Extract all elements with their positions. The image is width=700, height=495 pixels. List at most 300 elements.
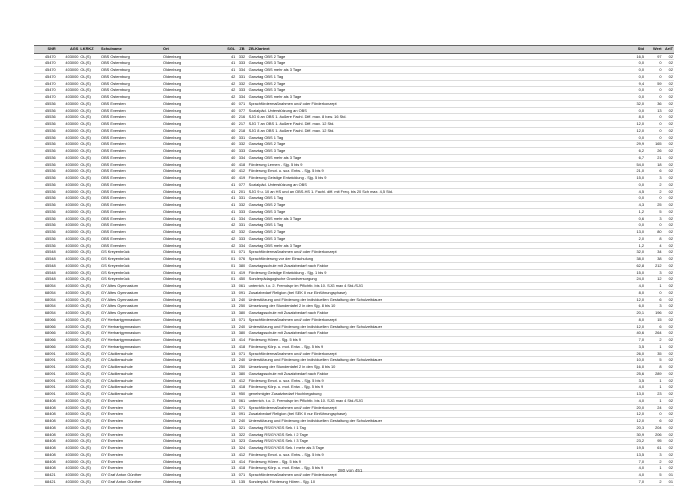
table-row xyxy=(34,67,674,74)
table-cell: 42 xyxy=(224,94,236,101)
table-cell: 12,0 xyxy=(623,323,645,330)
table-cell: Ganztag OBS 2 Tage xyxy=(248,202,624,209)
table-cell: OL(S) xyxy=(79,94,100,101)
table-cell: 02 xyxy=(663,269,674,276)
table-cell: Oldenburg xyxy=(162,148,224,155)
table-cell: 204 xyxy=(645,424,663,431)
table-cell: 0,0 xyxy=(623,195,645,202)
school-allocation-table xyxy=(34,45,674,486)
table-cell: 13 xyxy=(224,350,236,357)
table-cell: 333 xyxy=(236,208,247,215)
table-cell: OBS Eversten xyxy=(100,127,162,134)
table-cell: 02 xyxy=(663,195,674,202)
table-cell: 4,0 xyxy=(623,397,645,404)
table-cell: Ganztag OBS 2 Tage xyxy=(248,80,624,87)
table-cell: 68054 xyxy=(34,289,57,296)
table-cell: 403000 xyxy=(57,377,80,384)
table-cell: 02 xyxy=(663,431,674,438)
table-row xyxy=(34,350,674,357)
table-cell: 18 xyxy=(645,161,663,168)
table-cell: 02 xyxy=(663,134,674,141)
table-cell: 02 xyxy=(663,188,674,195)
table-cell: 403000 xyxy=(57,175,80,182)
table-cell: OL(S) xyxy=(79,438,100,445)
table-cell: 02 xyxy=(663,411,674,418)
table-cell: 41 xyxy=(224,195,236,202)
table-cell: 40 xyxy=(224,175,236,182)
table-cell: 02 xyxy=(663,438,674,445)
table-cell: OBS Eversten xyxy=(100,188,162,195)
table-cell: 321 xyxy=(236,424,247,431)
table-cell: 0 xyxy=(645,60,663,67)
table-row xyxy=(34,418,674,425)
table-cell: 02 xyxy=(663,141,674,148)
table-row xyxy=(34,384,674,391)
table-cell: 12,0 xyxy=(623,418,645,425)
table-row xyxy=(34,451,674,458)
table-cell: 0 xyxy=(645,127,663,134)
table-row xyxy=(34,404,674,411)
table-cell: 02 xyxy=(663,465,674,472)
table-cell: 02 xyxy=(663,154,674,161)
table-cell: GY Eversten xyxy=(100,438,162,445)
table-cell: 68091 xyxy=(34,377,57,384)
table-cell: 403000 xyxy=(57,357,80,364)
table-cell: OL(S) xyxy=(79,384,100,391)
table-row xyxy=(34,478,674,485)
table-cell: 212 xyxy=(645,262,663,269)
table-cell: 13 xyxy=(224,391,236,398)
table-cell: OL(S) xyxy=(79,208,100,215)
table-cell: OBS Eversten xyxy=(100,208,162,215)
table-cell: 02 xyxy=(663,451,674,458)
table-cell: 071 xyxy=(236,404,247,411)
table-cell: 3,5 xyxy=(623,377,645,384)
table-cell: 19,5 xyxy=(623,445,645,452)
table-cell: 45536 xyxy=(34,134,57,141)
table-cell: 0,0 xyxy=(623,107,645,114)
table-cell: Ganztag RS/GY/IGS Sek. I 1 Tag xyxy=(248,424,624,431)
table-cell: OL(S) xyxy=(79,445,100,452)
table-cell: 4 xyxy=(645,242,663,249)
table-cell: 02 xyxy=(663,80,674,87)
table-cell: Oldenburg xyxy=(162,364,224,371)
table-cell: 68091 xyxy=(34,350,57,357)
table-cell: Ganztagsschule mit Zusatzbedarf nach Faktor xyxy=(248,330,624,337)
table-cell: OBS Eversten xyxy=(100,141,162,148)
table-cell: 02 xyxy=(663,256,674,263)
table-cell: SJG 8 an OBS 1. äußere Fachl. Diff. max. 12 Std. xyxy=(248,127,624,134)
table-cell: 403000 xyxy=(57,67,80,74)
table-cell: 403000 xyxy=(57,472,80,479)
table-cell: OL(S) xyxy=(79,175,100,182)
table-cell: 20,3 xyxy=(623,424,645,431)
table-cell: 13,0 xyxy=(623,229,645,236)
table-cell: OBS Eversten xyxy=(100,100,162,107)
table-cell: 4,3 xyxy=(623,202,645,209)
table-cell: Oldenburg xyxy=(162,404,224,411)
table-cell: 403000 xyxy=(57,370,80,377)
table-cell: 02 xyxy=(663,303,674,310)
table-cell: Oldenburg xyxy=(162,465,224,472)
table-cell: 45536 xyxy=(34,195,57,202)
table-cell: 077 xyxy=(236,181,247,188)
table-cell: 332 xyxy=(236,53,247,60)
table-cell: 40 xyxy=(224,148,236,155)
table-cell: Ganztag OBS 2 Tage xyxy=(248,141,624,148)
table-cell: 68408 xyxy=(34,445,57,452)
table-cell: 13 xyxy=(224,451,236,458)
table-cell: 403000 xyxy=(57,276,80,283)
table-cell: 332 xyxy=(236,80,247,87)
table-cell: Förderung Körp. u. mot. Entw. - Sjg. 5 bis 9 xyxy=(248,343,624,350)
table-cell: 403000 xyxy=(57,350,80,357)
table-cell: 403000 xyxy=(57,215,80,222)
table-cell: Förderung Emot. u. soz. Entw. - Sjg. 5 bis 9 xyxy=(248,451,624,458)
table-cell: 45470 xyxy=(34,53,57,60)
table-cell: 403000 xyxy=(57,53,80,60)
table-cell: Oldenburg xyxy=(162,175,224,182)
table-cell: Ganztag OBS 3 Tage xyxy=(248,60,624,67)
table-cell: 45470 xyxy=(34,87,57,94)
table-cell: 26 xyxy=(645,148,663,155)
table-cell: 13 xyxy=(224,404,236,411)
table-cell: Förderung Emot. u. soz. Entw. - Sjg. 5 bis 9 xyxy=(248,168,624,175)
table-cell: 8,0 xyxy=(623,316,645,323)
table-cell: 403000 xyxy=(57,445,80,452)
table-cell: OBS Eversten xyxy=(100,235,162,242)
table-cell: GY Altes Gymnasium xyxy=(100,310,162,317)
table-cell: 403000 xyxy=(57,168,80,175)
table-cell: 32,0 xyxy=(623,100,645,107)
table-cell: 5 xyxy=(645,357,663,364)
table-cell: 2,0 xyxy=(623,235,645,242)
table-cell: 0 xyxy=(645,411,663,418)
table-cell: GY Eversten xyxy=(100,465,162,472)
table-cell: 403000 xyxy=(57,154,80,161)
table-cell: 61 xyxy=(645,445,663,452)
table-cell: 250 xyxy=(236,303,247,310)
table-cell: 02 xyxy=(663,364,674,371)
table-cell: 403000 xyxy=(57,316,80,323)
table-cell: OBS Eversten xyxy=(100,114,162,121)
table-cell: 42 xyxy=(224,73,236,80)
table-cell: 29,9 xyxy=(623,141,645,148)
table-cell: OL(S) xyxy=(79,357,100,364)
table-row xyxy=(34,229,674,236)
table-cell: 02 xyxy=(663,53,674,60)
table-cell: OL(S) xyxy=(79,256,100,263)
table-row xyxy=(34,168,674,175)
table-cell: Förderung Hören - Sjg. 5 bis 9 xyxy=(248,458,624,465)
table-cell: OL(S) xyxy=(79,478,100,485)
table-cell: 6 xyxy=(645,323,663,330)
table-cell: 40 xyxy=(224,154,236,161)
table-cell: Ganztag OBS 3 Tage xyxy=(248,235,624,242)
table-cell: Oldenburg xyxy=(162,80,224,87)
table-cell: 331 xyxy=(236,134,247,141)
table-cell: OBS Eversten xyxy=(100,175,162,182)
table-cell: Oldenburg xyxy=(162,323,224,330)
table-cell: 45536 xyxy=(34,202,57,209)
table-cell: GY Cäcilienschule xyxy=(100,391,162,398)
table-cell: 23 xyxy=(645,391,663,398)
table-cell: 412 xyxy=(236,451,247,458)
table-cell: Förderung Hören - Sjg. 5 bis 9 xyxy=(248,337,624,344)
table-cell: 02 xyxy=(663,310,674,317)
table-cell: 02 xyxy=(663,424,674,431)
table-cell: 403000 xyxy=(57,404,80,411)
table-cell: GY Eversten xyxy=(100,411,162,418)
table-row xyxy=(34,134,674,141)
table-cell: 240 xyxy=(236,357,247,364)
table-cell: GY Altes Gymnasium xyxy=(100,289,162,296)
table-cell: 323 xyxy=(236,438,247,445)
table-cell: 02 xyxy=(663,175,674,182)
table-cell: 403000 xyxy=(57,60,80,67)
table-cell: 41 xyxy=(224,181,236,188)
table-row xyxy=(34,154,674,161)
table-cell: 412 xyxy=(236,168,247,175)
table-cell: 4,0 xyxy=(623,384,645,391)
column-header: Schulname xyxy=(100,46,162,54)
table-cell: Oldenburg xyxy=(162,107,224,114)
table-cell: 165 xyxy=(645,141,663,148)
table-cell: Oldenburg xyxy=(162,181,224,188)
table-cell: 26,0 xyxy=(623,350,645,357)
table-cell: Oldenburg xyxy=(162,431,224,438)
table-cell: 45548 xyxy=(34,276,57,283)
table-cell: 41 xyxy=(224,202,236,209)
table-cell: Oldenburg xyxy=(162,438,224,445)
table-cell: 02 xyxy=(663,323,674,330)
table-cell: 02 xyxy=(663,458,674,465)
table-cell: 403000 xyxy=(57,249,80,256)
table-cell: 0,0 xyxy=(623,73,645,80)
table-cell: 13 xyxy=(224,478,236,485)
table-cell: 40 xyxy=(224,121,236,128)
table-cell: Oldenburg xyxy=(162,73,224,80)
table-cell: Ganztag RS/GY/IGS Sek. I 2 Tage xyxy=(248,431,624,438)
table-cell: 45536 xyxy=(34,127,57,134)
table-cell: 0 xyxy=(645,195,663,202)
table-cell: 217 xyxy=(236,121,247,128)
table-cell: 6 xyxy=(645,168,663,175)
table-row xyxy=(34,364,674,371)
table-cell: 331 xyxy=(236,222,247,229)
table-row xyxy=(34,330,674,337)
table-row xyxy=(34,370,674,377)
table-cell: OL(S) xyxy=(79,154,100,161)
table-cell: Sprachfördermaßnahmen und/ oder Förderkonzept xyxy=(248,350,624,357)
table-cell: OL(S) xyxy=(79,262,100,269)
table-row xyxy=(34,53,674,60)
table-cell: 403000 xyxy=(57,134,80,141)
table-cell: 0 xyxy=(645,114,663,121)
table-cell: 380 xyxy=(236,262,247,269)
table-cell: 4,5 xyxy=(623,188,645,195)
table-cell: 02 xyxy=(663,127,674,134)
table-cell: 2 xyxy=(645,478,663,485)
column-header: LKRKZ xyxy=(79,46,100,54)
table-cell: 68408 xyxy=(34,418,57,425)
table-cell: 21 xyxy=(645,154,663,161)
table-cell: 403000 xyxy=(57,303,80,310)
column-header: Std xyxy=(623,46,645,54)
table-cell: 13 xyxy=(224,431,236,438)
table-cell: 1 xyxy=(645,384,663,391)
table-cell: OL(S) xyxy=(79,195,100,202)
table-cell: OL(S) xyxy=(79,148,100,155)
table-cell: 40 xyxy=(224,114,236,121)
table-cell: 02 xyxy=(663,316,674,323)
table-cell: OL(S) xyxy=(79,289,100,296)
table-cell: Oldenburg xyxy=(162,141,224,148)
table-cell: 45536 xyxy=(34,148,57,155)
table-cell: Ganztag OBS 3 Tage xyxy=(248,148,624,155)
table-cell: GY Herbartgymnasium xyxy=(100,343,162,350)
table-cell: 4,0 xyxy=(623,283,645,290)
table-cell: 68066 xyxy=(34,337,57,344)
table-cell: 403000 xyxy=(57,478,80,485)
table-cell: 45548 xyxy=(34,256,57,263)
table-cell: OL(S) xyxy=(79,127,100,134)
table-cell: 403000 xyxy=(57,391,80,398)
table-cell: Oldenburg xyxy=(162,242,224,249)
table-cell: 403000 xyxy=(57,310,80,317)
table-cell: 334 xyxy=(236,154,247,161)
table-cell: 13 xyxy=(224,330,236,337)
table-cell: 10,0 xyxy=(623,357,645,364)
table-cell: OL(S) xyxy=(79,472,100,479)
table-cell: Unterstützung und Förderung der individuellen Gestaltung der Schulzeitdauer xyxy=(248,296,624,303)
table-cell: OL(S) xyxy=(79,276,100,283)
table-cell: 450 xyxy=(236,276,247,283)
table-cell: OL(S) xyxy=(79,168,100,175)
table-cell: 68066 xyxy=(34,323,57,330)
table-row xyxy=(34,208,674,215)
table-cell: 45470 xyxy=(34,80,57,87)
table-cell: 68408 xyxy=(34,424,57,431)
table-cell: 02 xyxy=(663,148,674,155)
table-cell: 41 xyxy=(224,188,236,195)
table-cell: 68091 xyxy=(34,364,57,371)
table-cell: 40 xyxy=(224,100,236,107)
table-row xyxy=(34,121,674,128)
table-row xyxy=(34,296,674,303)
table-cell: Oldenburg xyxy=(162,418,224,425)
table-cell: 25,6 xyxy=(623,370,645,377)
table-cell: 54,0 xyxy=(623,161,645,168)
table-cell: unterrich. t.o. 2. Fremdspr im Pflichtb. bis 10. SJG max 4 Std./SJG xyxy=(248,397,624,404)
table-cell: OL(S) xyxy=(79,60,100,67)
table-cell: 6 xyxy=(645,296,663,303)
table-cell: Oldenburg xyxy=(162,350,224,357)
table-cell: 30,9 xyxy=(623,431,645,438)
table-cell: 1 xyxy=(645,377,663,384)
table-cell: OL(S) xyxy=(79,53,100,60)
table-cell: 02 xyxy=(663,121,674,128)
table-cell: Oldenburg xyxy=(162,337,224,344)
table-cell: Sonderpädagogische Grundversorgung xyxy=(248,276,624,283)
table-cell: OL(S) xyxy=(79,377,100,384)
table-cell: 5 xyxy=(645,208,663,215)
table-cell: 40 xyxy=(224,161,236,168)
table-cell: OL(S) xyxy=(79,397,100,404)
table-cell: 13 xyxy=(224,377,236,384)
table-cell: OBS Eversten xyxy=(100,161,162,168)
table-cell: GY Cäcilienschule xyxy=(100,370,162,377)
table-cell: 13 xyxy=(224,310,236,317)
table-cell: 3 xyxy=(645,269,663,276)
table-cell: 13 xyxy=(224,357,236,364)
table-row xyxy=(34,269,674,276)
table-cell: 40 xyxy=(224,107,236,114)
table-cell: Oldenburg xyxy=(162,222,224,229)
table-cell: Oldenburg xyxy=(162,330,224,337)
table-cell: 02 xyxy=(663,94,674,101)
table-cell: 16,5 xyxy=(623,53,645,60)
table-row xyxy=(34,303,674,310)
table-cell: 403000 xyxy=(57,330,80,337)
table-cell: 40,6 xyxy=(623,330,645,337)
table-row xyxy=(34,357,674,364)
table-row xyxy=(34,323,674,330)
table-cell: 01 xyxy=(224,256,236,263)
table-cell: 42 xyxy=(224,242,236,249)
table-cell: GY Herbartgymnasium xyxy=(100,323,162,330)
table-cell: Oldenburg xyxy=(162,445,224,452)
table-cell: OL(S) xyxy=(79,249,100,256)
table-cell: 41 xyxy=(224,67,236,74)
table-cell: Ganztag OBS 1 Tag xyxy=(248,195,624,202)
table-row xyxy=(34,391,674,398)
table-cell: Sprachfördermaßnahmen und/ oder Förderkonzept xyxy=(248,404,624,411)
table-cell: 403000 xyxy=(57,465,80,472)
table-cell: 332 xyxy=(236,141,247,148)
table-cell: 403000 xyxy=(57,181,80,188)
table-cell: GY Herbartgymnasium xyxy=(100,337,162,344)
table-cell: 061 xyxy=(236,397,247,404)
table-row xyxy=(34,94,674,101)
table-cell: 45536 xyxy=(34,222,57,229)
table-cell: 419 xyxy=(236,175,247,182)
table-cell: 240 xyxy=(236,296,247,303)
table-cell: OBS Eversten xyxy=(100,222,162,229)
table-cell: OBS Eversten xyxy=(100,242,162,249)
table-cell: OL(S) xyxy=(79,303,100,310)
table-cell: 403000 xyxy=(57,451,80,458)
table-cell: 15,0 xyxy=(623,175,645,182)
table-cell: 4,0 xyxy=(623,472,645,479)
table-cell: OBS Eversten xyxy=(100,134,162,141)
table-cell: 403000 xyxy=(57,94,80,101)
table-cell: 071 xyxy=(236,100,247,107)
table-cell: 8,0 xyxy=(623,114,645,121)
table-cell: OBS Osternburg xyxy=(100,87,162,94)
table-cell: 80 xyxy=(645,229,663,236)
table-cell: 403000 xyxy=(57,256,80,263)
table-cell: OBS Osternburg xyxy=(100,73,162,80)
table-cell: GY Herbartgymnasium xyxy=(100,316,162,323)
table-cell: Ganztag OBS 3 Tage xyxy=(248,87,624,94)
table-cell: 68408 xyxy=(34,431,57,438)
table-cell: Sprachförderung vor der Einschulung xyxy=(248,256,624,263)
table-cell: 01 xyxy=(663,478,674,485)
table-cell: Oldenburg xyxy=(162,283,224,290)
table-cell: Sprachfördermaßnahmen und/ oder Förderkonzept xyxy=(248,472,624,479)
table-row xyxy=(34,431,674,438)
